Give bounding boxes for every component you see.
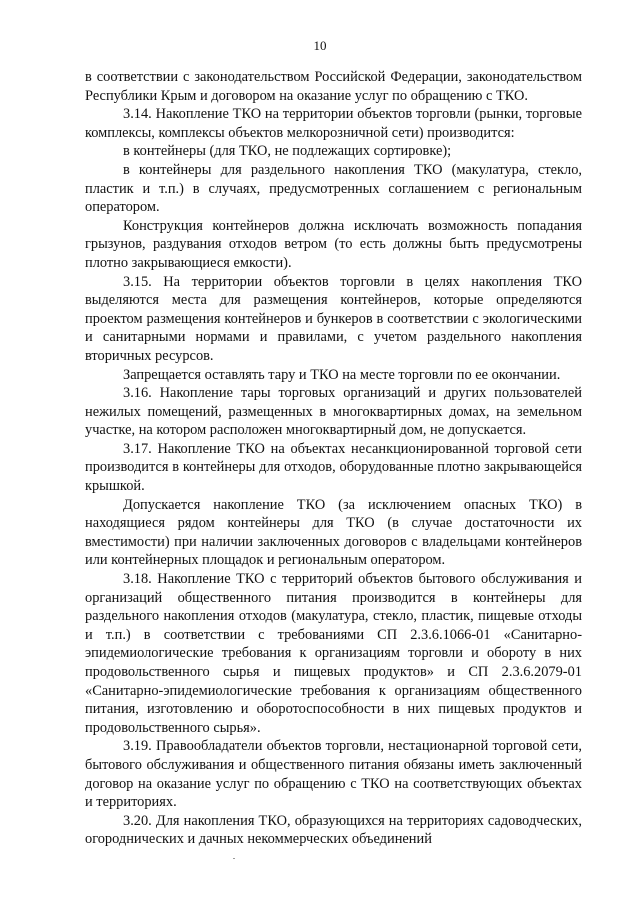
paragraph-3-14: 3.14. Накопление ТКО на территории объектов торговли (рынки, торговые комплексы, комплексы объектов мелкорозничной сети) производится: [85,106,582,141]
paragraph-container-design: Конструкция контейнеров должна исключать возможность попадания грызунов, раздувания отходов ветром (то есть должны быть предусмотрены плотно закрывающиеся емкости). [85,217,582,271]
paragraph-3-14-item-1: в контейнеры (для ТКО, не подлежащих сортировке); [123,143,452,160]
paragraph-3-16: 3.16. Накопление тары торговых организаций и других пользователей нежилых помещений, размещенных в многоквартирных домах, на земельном участке, на котором расположен многоквартирный дом, не допускается. [85,385,582,439]
body-text [85,68,582,849]
paragraph-3-19: 3.19. Правообладатели объектов торговли, нестационарной торговой сети, бытового обслуживания и общественного питания обязаны иметь заключенный договор на оказание услуг по обращению с ТКО на соответствующих объектах и территориях. [85,738,582,811]
paragraph-3-20: 3.20. Для накопления ТКО, образующихся на территориях садоводческих, огороднических и дачных некоммерческих объединений [85,812,582,848]
paragraph-continuation: в соответствии с законодательством Российской Федерации, законодательством Республики Крым и договором на оказание услуг по обращению с ТКО. [85,69,582,104]
paragraph-3-14-item-2: в контейнеры для раздельного накопления ТКО (макулатура, стекло, пластик и т.п.) в случаях, предусмотренных соглашением с региональным оператором. [85,161,582,216]
paragraph-3-15: 3.15. На территории объектов торговли в целях накопления ТКО выделяются места для размещения контейнеров, которые определяются проектом размещения контейнеров и бункеров в соответствии с экологическими и санитарными нормами и правилами, с учетом раздельного накопления вторичных ресурсов. [85,273,582,364]
scan-speck [233,858,235,859]
paragraph-prohibition: Запрещается оставлять тару и ТКО на месте торговли по ее окончании. [123,366,561,383]
paragraph-3-17: 3.17. Накопление ТКО на объектах несанкционированной торговой сети производится в контейнеры для отходов, оборудованные плотно закрывающейся крышкой. [85,440,582,495]
page-number: 10 [313,38,327,53]
paragraph-allowed-accumulation: Допускается накопление ТКО (за исключением опасных ТКО) в находящиеся рядом контейнеры для ТКО (в случае достаточности их вместимости) при наличии заключенных договоров с владельцами контейнеров или контейнерных площадок и региональным оператором. [85,496,582,569]
paragraph-3-18: 3.18. Накопление ТКО с территорий объектов бытового обслуживания и организаций общественного питания производится в контейнеры для раздельного накопления отходов (макулатура, стекло, пластик, пищевые отходы и т.п.) в соответствии с требованиями СП 2.3.6.1066-01 «Санитарно-эпидемиологические требования к организациям торговли и обороту в них продовольственного сырья и пищевых продуктов» и СП 2.3.6.2079-01 «Санитарно-эпидемиологические требования к организациям общественного питания, изготовлению и оборотоспособности в них пищевых продуктов и продовольственного сырья». [85,571,582,736]
